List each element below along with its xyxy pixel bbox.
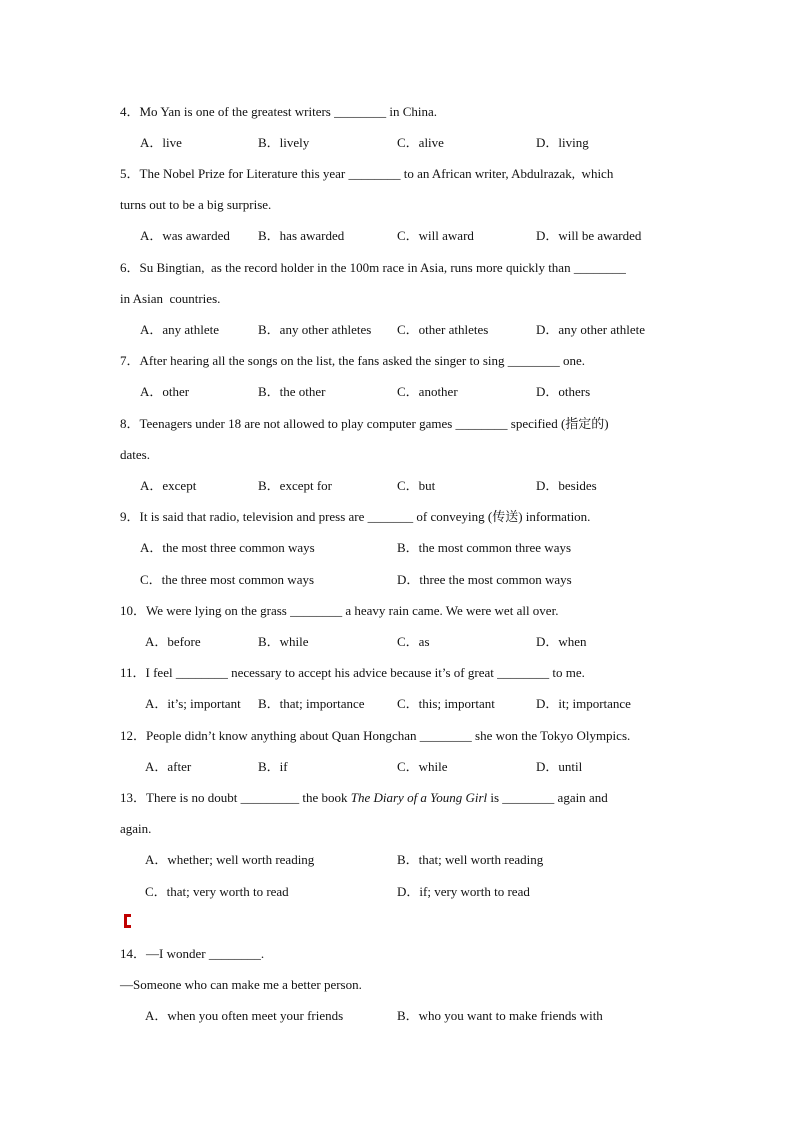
question-12-option-a: A．after (145, 759, 192, 774)
question-6-option-a: A．any athlete (140, 322, 220, 337)
question-9-option-b: B．the most common three ways (397, 540, 572, 555)
question-6-option-d: D．any other athlete (536, 322, 646, 337)
question-11-option-b: B．that; importance (258, 696, 365, 711)
question-5-option-b: B．has awarded (258, 228, 345, 243)
question-4-option-a: A．live (140, 135, 182, 150)
question-7-option-d: D．others (536, 384, 591, 399)
book-title: The Diary of a Young Girl (350, 790, 488, 805)
question-12-option-d: D．until (536, 759, 583, 774)
question-10-option-a: A．before (145, 634, 201, 649)
question-14-stem-line-2: —Someone who can make me a better person. (120, 977, 362, 992)
question-6-stem-line-2: in Asian countries. (120, 291, 221, 306)
question-8-option-c: C．but (397, 478, 436, 493)
question-7-stem: 7．After hearing all the songs on the list, the fans asked the singer to sing ________ one. (120, 353, 586, 368)
question-14-option-b: B．who you want to make friends with (397, 1008, 603, 1023)
question-7-option-a: A．other (140, 384, 190, 399)
question-11-stem: 11．I feel ________ necessary to accept his advice because it’s of great ________ to me. (120, 665, 585, 680)
question-12-stem: 12．People didn’t know anything about Quan Hongchan ________ she won the Tokyo Olympics. (120, 728, 631, 743)
question-9-option-a: A．the most three common ways (140, 540, 315, 555)
question-11-option-a: A．it’s; important (145, 696, 241, 711)
question-14-option-a: A．when you often meet your friends (145, 1008, 344, 1023)
question-8-option-b: B．except for (258, 478, 333, 493)
question-4-stem: 4．Mo Yan is one of the greatest writers ________ in China. (120, 104, 438, 119)
question-10-stem: 10．We were lying on the grass ________ a heavy rain came. We were wet all over. (120, 603, 559, 618)
question-13-option-d: D．if; very worth to read (397, 884, 530, 899)
question-10-option-b: B．while (258, 634, 309, 649)
question-13-stem-line-2: again. (120, 821, 152, 836)
question-5-stem-line-2: turns out to be a big surprise. (120, 197, 272, 212)
question-13-stem-part-1: 13．There is no doubt _________ the book (120, 790, 351, 805)
question-4-option-b: B．lively (258, 135, 310, 150)
question-13-option-b: B．that; well worth reading (397, 852, 544, 867)
question-4-option-d: D．living (536, 135, 589, 150)
question-12-option-c: C．while (397, 759, 448, 774)
question-6-option-b: B．any other athletes (258, 322, 372, 337)
question-7-option-b: B．the other (258, 384, 326, 399)
question-13-option-a: A．whether; well worth reading (145, 852, 315, 867)
question-9-option-c: C．the three most common ways (140, 572, 315, 587)
question-13-stem-line-1 (120, 790, 608, 806)
question-8-stem-line-1: 8．Teenagers under 18 are not allowed to play computer games ________ specified (指定的) (120, 416, 609, 431)
question-10-option-d: D．when (536, 634, 587, 649)
question-13-stem-part-3: is ________ again and (487, 790, 608, 805)
question-8-option-d: D．besides (536, 478, 597, 493)
question-11-option-c: C．this; important (397, 696, 495, 711)
question-10-option-c: C．as (397, 634, 430, 649)
question-8-stem-line-2: dates. (120, 447, 150, 462)
question-9-stem: 9．It is said that radio, television and press are _______ of conveying (传送) information. (120, 509, 591, 524)
question-4-option-c: C．alive (397, 135, 444, 150)
question-14-stem-line-1: 14．—I wonder ________. (120, 946, 265, 961)
question-8-option-a: A．except (140, 478, 197, 493)
question-12-option-b: B．if (258, 759, 288, 774)
question-11-option-d: D．it; importance (536, 696, 631, 711)
question-5-stem-line-1: 5．The Nobel Prize for Literature this year ________ to an African writer, Abdulrazak, which (120, 166, 614, 181)
question-7-option-c: C．another (397, 384, 458, 399)
question-9-option-d: D．three the most common ways (397, 572, 572, 587)
question-6-option-c: C．other athletes (397, 322, 489, 337)
question-5-option-c: C．will award (397, 228, 474, 243)
bracket-mark-icon (124, 914, 131, 928)
question-5-option-a: A．was awarded (140, 228, 230, 243)
question-13-option-c: C．that; very worth to read (145, 884, 289, 899)
question-5-option-d: D．will be awarded (536, 228, 642, 243)
question-6-stem-line-1: 6．Su Bingtian, as the record holder in the 100m race in Asia, runs more quickly than ________ (120, 260, 626, 275)
